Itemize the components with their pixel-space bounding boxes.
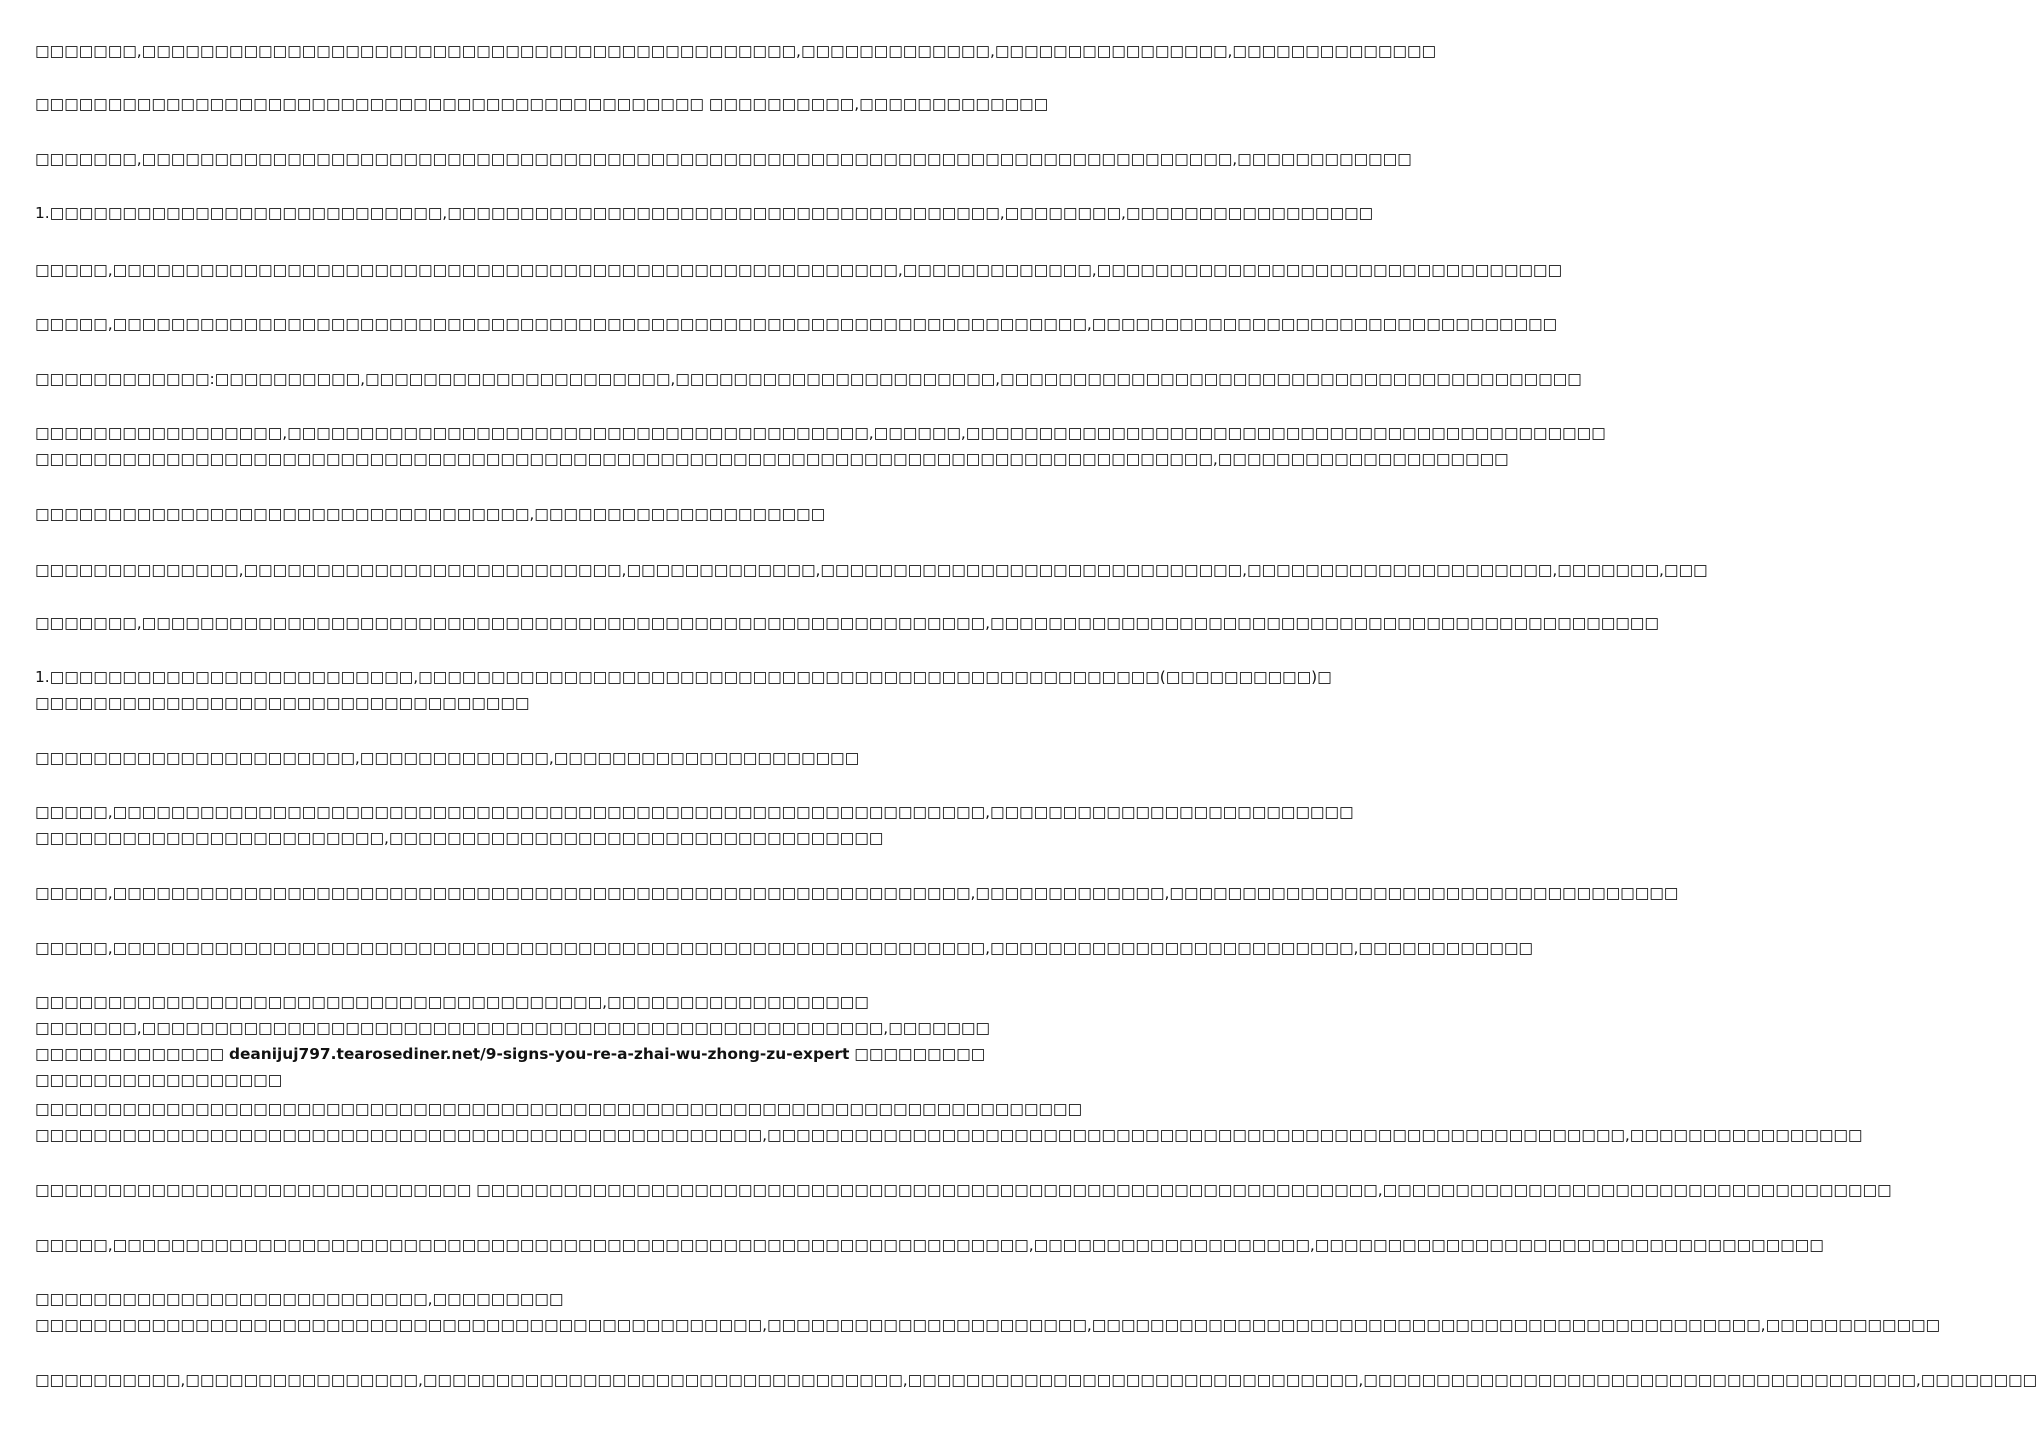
- paragraph: [35, 366, 1582, 392]
- paragraph-line: □□□□□□□□□□□□:□□□□□□□□□□,□□□□□□□□□□□□□□□□□□□□□,□□□□□□□□□□□□□□□□□□□□□□,□□□□□□□□□□□□□□□□□□□□□□□□□□□□□□□□□□□□□□□□: [35, 370, 1582, 388]
- paragraph: [35, 38, 1437, 64]
- document-body: [35, 0, 2037, 1449]
- paragraph-line: □□□□□□□□□□□□□□□□□□□□□□□□□□□,□□□□□□□□□: [35, 1290, 564, 1308]
- paragraph-line: □□□□□,□□□□□□□□□□□□□□□□□□□□□□□□□□□□□□□□□□□□□□□□□□□□□□□□□□□□□□□□□□□□□□□□□□□,□□□□□□□□□□□□□□□□□□□□□□□□□□□□□□□□: [35, 315, 1558, 333]
- paragraph-line: □□□□□□□,□□□□□□□□□□□□□□□□□□□□□□□□□□□□□□□□□□□□□□□□□□□□□□□□□□□□□□□□□□□□□□□□□□□□□□□□□□□,□□□□□□□□□□□□: [35, 150, 1412, 168]
- paragraph: [35, 420, 1606, 472]
- paragraph: [35, 664, 1332, 716]
- paragraph-line: □□□□□□□□□□□□□□□□□□□□□□□□□□□□□□□□□□□□□□□□□□□□□□□□□□,□□□□□□□□□□□□□□□□□□□□□□,□□□□□□□□□□□□□□□□□□□□□□□□□□□□□□□□□□□□□□□□□□□□□□,□□□□□□□□□□□□: [35, 1316, 1941, 1334]
- paragraph: [35, 1096, 1863, 1148]
- paragraph: [35, 745, 990, 771]
- paragraph-line: □□□□□□□□□□□□□□□□□□□□□□□□□□□□□□□□□□□□□□□□□□□□□□□□□□,□□□□□□□□□□□□□□□□□□□□□□□□□□□□□□□□□□□□□□□□□□□□□□□□□□□□□□□□□□□,□□□□□□□□□□□□□□□□: [35, 1126, 1863, 1144]
- paragraph-line: 1.□□□□□□□□□□□□□□□□□□□□□□□□□□□,□□□□□□□□□□□□□□□□□□□□□□□□□□□□□□□□□□□□□□,□□□□□□□□,□□□□□□□□□□□□□□□□□: [35, 204, 1374, 222]
- paragraph: [35, 557, 1708, 583]
- paragraph-line: □□□□□□□□□□□□□□,□□□□□□□□□□□□□□□□□□□□□□□□□□,□□□□□□□□□□□□□,□□□□□□□□□□□□□□□□□□□□□□□□□□□□□,□□□□□□□□□□□□□□□□□□□□□,□□□□□□□,□□□: [35, 561, 1708, 579]
- paragraph-with-link: [35, 989, 990, 1093]
- paragraph-line: □□□□□□□□□□□□□□□□□□□□□□□□□□□□□□□□□□□□□□□□□□□□□□ □□□□□□□□□□,□□□□□□□□□□□□□: [35, 95, 1049, 113]
- paragraph-line: □□□□□□□□□□□□□□□□□□□□□□,□□□□□□□□□□□□□,□□□□□□□□□□□□□□□□□□□□□: [35, 749, 860, 767]
- paragraph: [35, 935, 1533, 961]
- paragraph-line: □□□□□,□□□□□□□□□□□□□□□□□□□□□□□□□□□□□□□□□□□□□□□□□□□□□□□□□□□□□□□□□□□□,□□□□□□□□□□□□□□□□□□□□□□□□□: [35, 803, 1354, 821]
- paragraph-line: □□□□□,□□□□□□□□□□□□□□□□□□□□□□□□□□□□□□□□□□□□□□□□□□□□□□□□□□□□□□□□□□□□,□□□□□□□□□□□□□□□□□□□□□□□□□,□□□□□□□□□□□□: [35, 939, 1533, 957]
- paragraph-line: □□□□□□□□□□□□□□□□□□□□□□□□□□□□□□□□□□□□□□□□□□□□□□□□□□□□□□□□□□□□□□□□□□□□□□□□□□□□□□□□□,□□□□□□□□□□□□□□□□□□□□: [35, 450, 1509, 468]
- paragraph: [35, 880, 1679, 906]
- paragraph-line: 1.□□□□□□□□□□□□□□□□□□□□□□□□□,□□□□□□□□□□□□□□□□□□□□□□□□□□□□□□□□□□□□□□□□□□□□□□□□□□□(□□□□□□□□□□)□: [35, 668, 1332, 686]
- paragraph-line: □□□□□□□,□□□□□□□□□□□□□□□□□□□□□□□□□□□□□□□□□□□□□□□□□□□□□,□□□□□□□□□□□□□,□□□□□□□□□□□□□□□□,□□□□□□□□□□□□□□: [35, 42, 1437, 60]
- paragraph-line: □□□□□□□□□□□□□□□□□□□□□□□□□□□□□□ □□□□□□□□□□□□□□□□□□□□□□□□□□□□□□□□□□□□□□□□□□□□□□□□□□□□□□□□□□□□□□,□□□□□□□□□□□□□□□□□□□□□□□□□□□□□□□□□□□: [35, 1181, 1892, 1199]
- paragraph-line: □□□□□□□□□□□□□□□□□□□□□□□□□□□□□□□□□□□□□□□,□□□□□□□□□□□□□□□□□□: [35, 993, 869, 1011]
- paragraph: [35, 1232, 1824, 1258]
- paragraph-line: □□□□□□□□□□□□□□□□□,□□□□□□□□□□□□□□□□□□□□□□□□□□□□□□□□□□□□□□□□,□□□□□□,□□□□□□□□□□□□□□□□□□□□□□□□□□□□□□□□□□□□□□□□□□□□: [35, 424, 1606, 442]
- paragraph: [35, 799, 1354, 851]
- paragraph-text: □□□□□□□,□□□□□□□□□□□□□□□□□□□□□□□□□□□□□□□□□□□□□□□□□□□□□□□□□□□,□□□□□□□□□□□□□□□□□□□□: [35, 1019, 990, 1063]
- paragraph-line: □□□□□,□□□□□□□□□□□□□□□□□□□□□□□□□□□□□□□□□□□□□□□□□□□□□□□□□□□□□□,□□□□□□□□□□□□□,□□□□□□□□□□□□□□□□□□□□□□□□□□□□□□□□: [35, 261, 1562, 279]
- paragraph-line: □□□□□,□□□□□□□□□□□□□□□□□□□□□□□□□□□□□□□□□□□□□□□□□□□□□□□□□□□□□□□□□□□□□□□,□□□□□□□□□□□□□□□□□□□,□□□□□□□□□□□□□□□□□□□□□□□□□□□□□□□□□□□: [35, 1236, 1824, 1254]
- paragraph: [35, 610, 1659, 636]
- paragraph: [35, 257, 1562, 283]
- paragraph-line: □□□□□□□,□□□□□□□□□□□□□□□□□□□□□□□□□□□□□□□□□□□□□□□□□□□□□□□□□□□□□□□□□□,□□□□□□□□□□□□□□□□□□□□□□□□□□□□□□□□□□□□□□□□□□□□□□: [35, 614, 1659, 632]
- paragraph: [35, 501, 990, 527]
- article-link[interactable]: deanijuj797.tearosediner.net/9-signs-you-re-a-zhai-wu-zhong-zu-expert: [228, 1045, 850, 1063]
- paragraph-line: □□□□□□□□□□□□□□□□□□□□□□□□□□□□□□□□□□,□□□□□□□□□□□□□□□□□□□□: [35, 505, 826, 523]
- paragraph-line: □□□□□□□□□□□□□□□□□□□□□□□□,□□□□□□□□□□□□□□□□□□□□□□□□□□□□□□□□□□: [35, 829, 884, 847]
- paragraph: [35, 1367, 2037, 1393]
- paragraph: [35, 91, 1049, 117]
- paragraph: [35, 311, 1558, 337]
- paragraph: [35, 1286, 1941, 1338]
- paragraph-line: □□□□□□□□□□□□□□□□□□□□□□□□□□□□□□□□□□: [35, 694, 530, 712]
- paragraph-text: □□□□□□□□□□□□□□□□□□□□□□□□□□: [35, 1045, 986, 1089]
- paragraph: [35, 146, 1412, 172]
- paragraph: [35, 1177, 1892, 1203]
- paragraph: [35, 200, 1374, 226]
- paragraph-line: □□□□□□□□□□□□□□□□□□□□□□□□□□□□□□□□□□□□□□□□□□□□□□□□□□□□□□□□□□□□□□□□□□□□□□□□: [35, 1100, 1082, 1118]
- paragraph-line: □□□□□□□□□□,□□□□□□□□□□□□□□□□,□□□□□□□□□□□□□□□□□□□□□□□□□□□□□□□□□,□□□□□□□□□□□□□□□□□□□□□□□□□□□□□□□,□□□□□□□□□□□□□□□□□□□□□□□□□□□□□□□□□□□□□□,□□□□□□□□: [35, 1371, 2037, 1389]
- paragraph-line: □□□□□,□□□□□□□□□□□□□□□□□□□□□□□□□□□□□□□□□□□□□□□□□□□□□□□□□□□□□□□□□□□,□□□□□□□□□□□□□,□□□□□□□□□□□□□□□□□□□□□□□□□□□□□□□□□□□: [35, 884, 1679, 902]
